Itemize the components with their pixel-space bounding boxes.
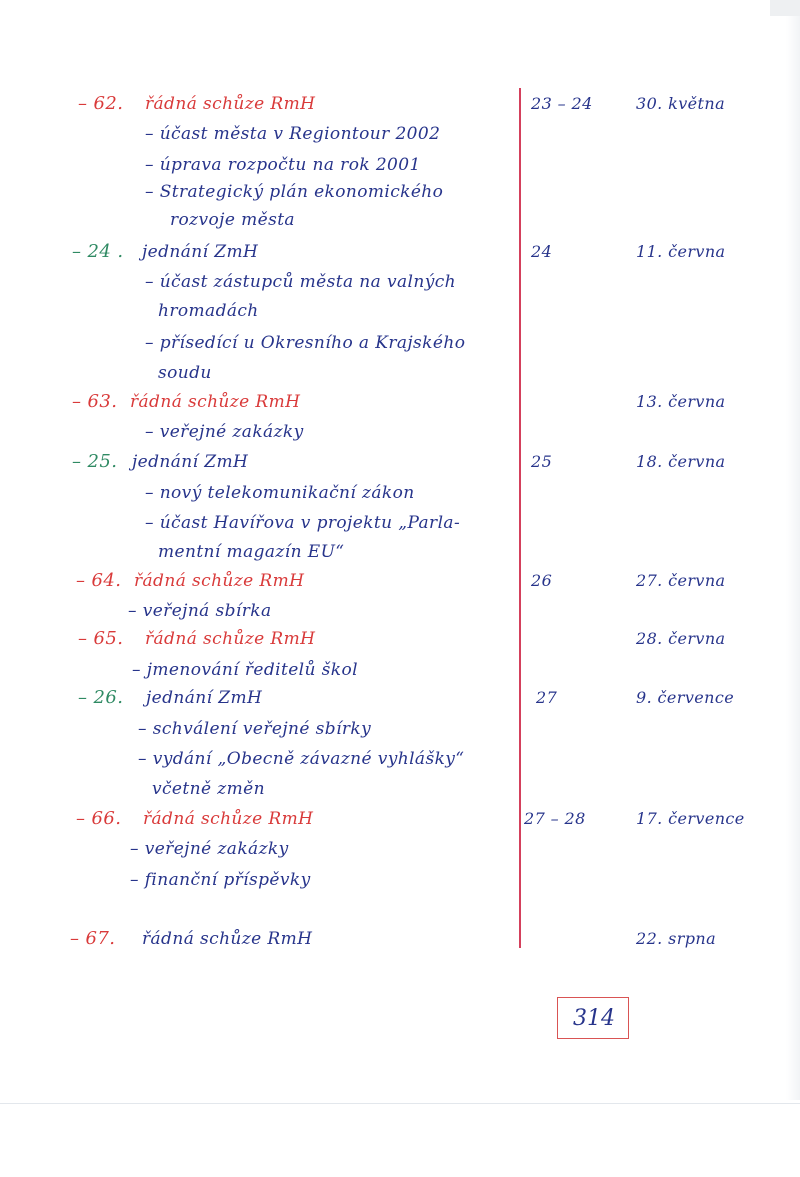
meeting-number: – 67. — [70, 928, 116, 949]
agenda-item — [0, 420, 800, 450]
meeting-row — [0, 569, 800, 599]
meeting-number: – 63. — [72, 391, 118, 412]
agenda-item — [0, 481, 800, 511]
agenda-item — [0, 361, 800, 391]
meeting-title: jednání ZmH — [146, 688, 263, 708]
page-number: 314 — [573, 1006, 615, 1031]
agenda-item-text: – účast zástupců města na valných — [145, 272, 456, 292]
agenda-item-text: – účast Havířova v projektu „Parla- — [145, 513, 461, 533]
meeting-row — [0, 686, 800, 716]
meeting-date: 28. června — [636, 629, 726, 648]
meeting-date: 13. června — [636, 392, 726, 411]
agenda-item — [0, 270, 800, 300]
meeting-row — [0, 240, 800, 270]
meeting-title: řádná schůze RmH — [145, 94, 316, 114]
agenda-item-text: – přísedící u Okresního a Krajského — [145, 333, 466, 353]
meeting-title: řádná schůze RmH — [142, 929, 313, 949]
meeting-title: jednání ZmH — [142, 242, 259, 262]
agenda-item-text: – finanční příspěvky — [130, 870, 311, 890]
meeting-row — [0, 390, 800, 420]
agenda-item — [0, 658, 800, 688]
meeting-title: řádná schůze RmH — [134, 571, 305, 591]
agenda-item-text: rozvoje města — [170, 210, 295, 230]
agenda-item-text: hromadách — [158, 301, 259, 321]
meeting-number: – 26. — [78, 687, 124, 708]
scan-corner — [770, 0, 800, 16]
meeting-row — [0, 807, 800, 837]
agenda-item — [0, 299, 800, 329]
agenda-item — [0, 837, 800, 867]
page-range: 27 — [536, 688, 558, 707]
meeting-date: 17. července — [636, 809, 745, 828]
meeting-number: – 24 . — [72, 241, 124, 262]
meeting-date: 9. července — [636, 688, 735, 707]
agenda-item — [0, 331, 800, 361]
meeting-row — [0, 627, 800, 657]
meeting-row — [0, 92, 800, 122]
agenda-item-text: soudu — [158, 363, 212, 383]
meeting-title: řádná schůze RmH — [143, 809, 314, 829]
page-range: 27 – 28 — [524, 809, 586, 828]
agenda-item — [0, 747, 800, 777]
agenda-item-text: – veřejné zakázky — [145, 422, 304, 442]
agenda-item-text: – veřejná sbírka — [128, 601, 272, 621]
agenda-item-text: – Strategický plán ekonomického — [145, 182, 444, 202]
page-range: 26 — [531, 571, 553, 590]
meeting-number: – 62. — [78, 93, 124, 114]
agenda-item-text: – účast města v Regiontour 2002 — [145, 124, 441, 144]
scan-bottom-edge — [0, 1103, 800, 1104]
agenda-item — [0, 777, 800, 807]
page-range: 23 – 24 — [531, 94, 593, 113]
meeting-number: – 66. — [76, 808, 122, 829]
meeting-number: – 25. — [72, 451, 118, 472]
page-number-box — [557, 997, 629, 1039]
agenda-item-text: včetně změn — [152, 779, 265, 799]
agenda-item — [0, 540, 800, 570]
agenda-item — [0, 868, 800, 898]
meeting-number: – 65. — [78, 628, 124, 649]
meeting-date: 27. června — [636, 571, 726, 590]
agenda-item-text: – úprava rozpočtu na rok 2001 — [145, 155, 421, 175]
agenda-item-text: – veřejné zakázky — [130, 839, 289, 859]
meeting-number: – 64. — [76, 570, 122, 591]
meeting-row — [0, 927, 800, 957]
agenda-item — [0, 180, 800, 210]
meeting-date: 11. června — [636, 242, 726, 261]
agenda-item-text: – vydání „Obecně závazné vyhlášky“ — [138, 749, 465, 769]
meeting-date: 18. června — [636, 452, 726, 471]
meeting-date: 22. srpna — [636, 929, 717, 948]
agenda-item-text: mentní magazín EU“ — [158, 542, 345, 562]
agenda-item-text: – schválení veřejné sbírky — [138, 719, 372, 739]
agenda-item — [0, 717, 800, 747]
agenda-item — [0, 511, 800, 541]
agenda-item — [0, 122, 800, 152]
agenda-item — [0, 153, 800, 183]
meeting-title: řádná schůze RmH — [145, 629, 316, 649]
meeting-date: 30. května — [636, 94, 726, 113]
page-range: 25 — [531, 452, 553, 471]
page-range: 24 — [531, 242, 553, 261]
agenda-item — [0, 208, 800, 238]
meeting-title: jednání ZmH — [132, 452, 249, 472]
agenda-item — [0, 599, 800, 629]
agenda-item-text: – jmenování ředitelů škol — [132, 660, 358, 680]
meeting-title: řádná schůze RmH — [130, 392, 301, 412]
agenda-item-text: – nový telekomunikační zákon — [145, 483, 415, 503]
meeting-row — [0, 450, 800, 480]
